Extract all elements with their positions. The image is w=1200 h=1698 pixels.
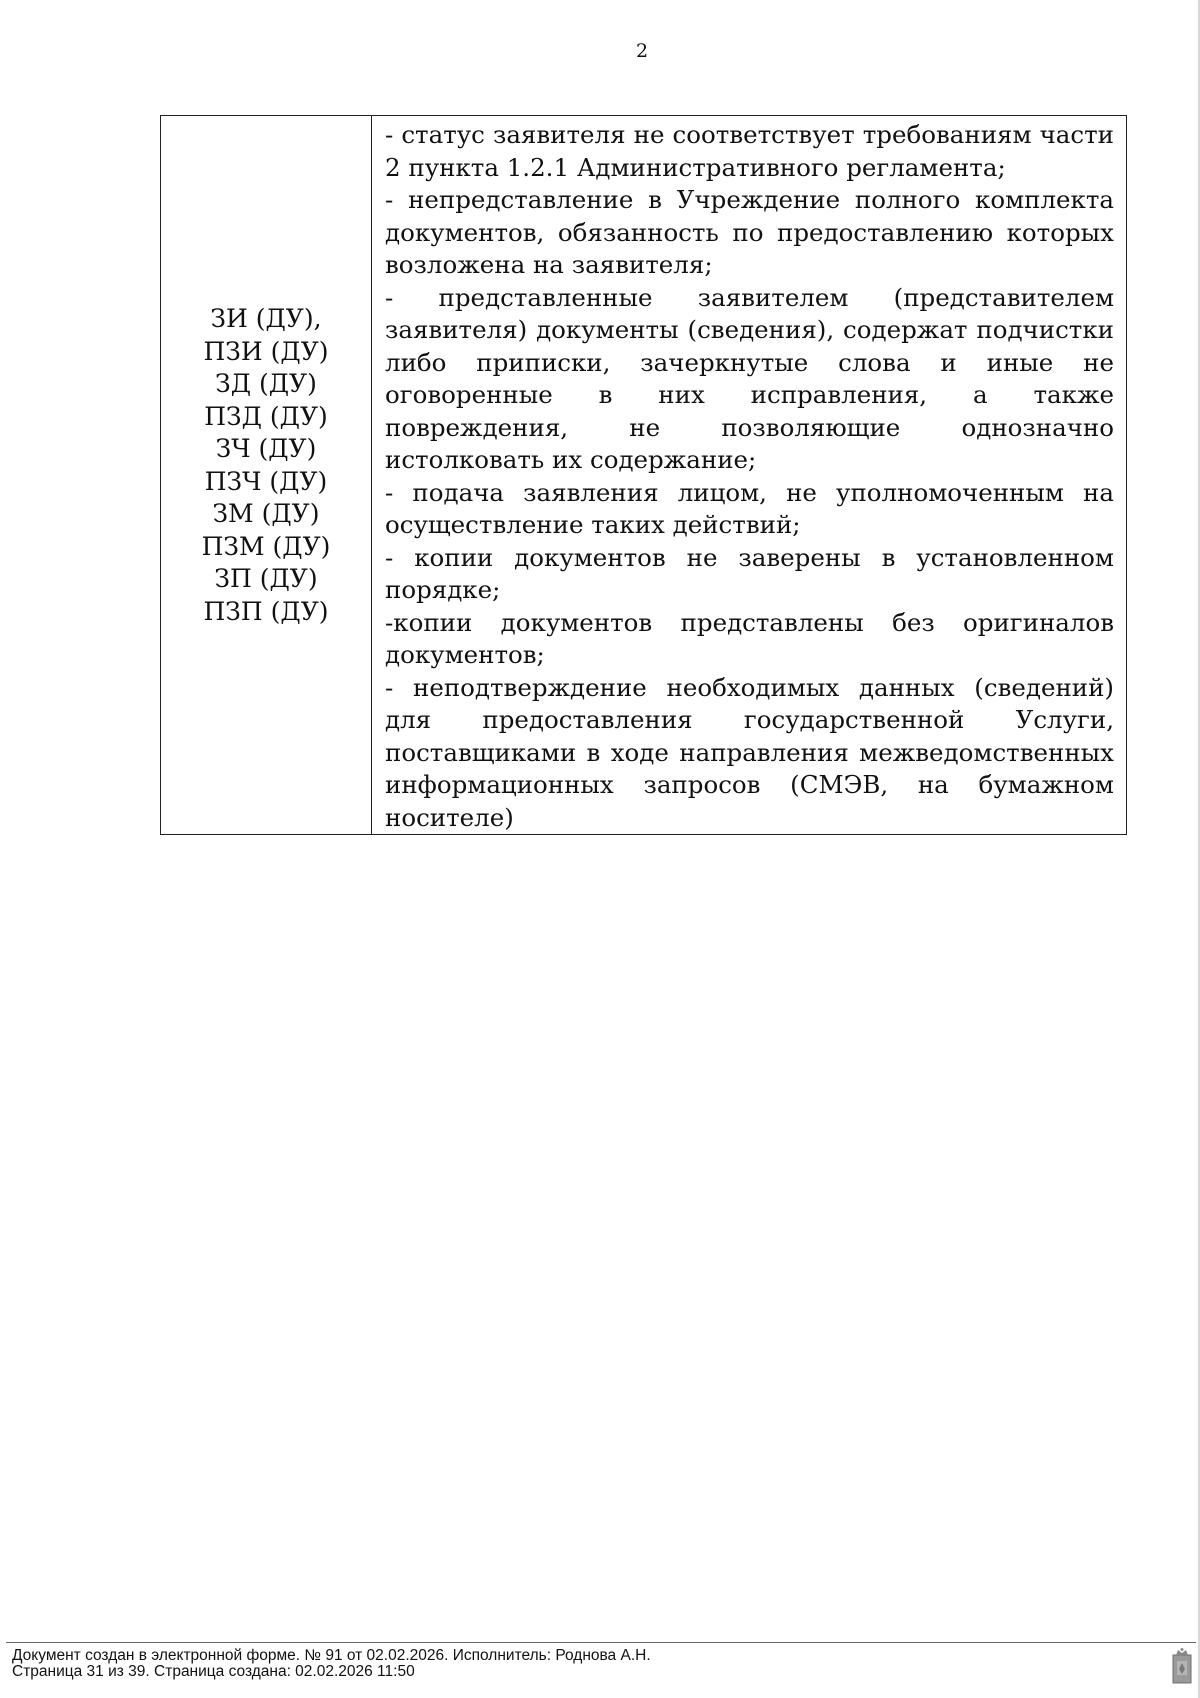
refusal-reason: - подача заявления лицом, не уполномоченным на осуществление таких действий; <box>385 477 1114 539</box>
refusal-reason: - непредставление в Учреждение полного комплекта документов, обязанность по предоставлению которых возложена на заявителя; <box>385 185 1114 279</box>
refusal-reason: - статус заявителя не соответствует требованиям части 2 пункта 1.2.1 Административного регламента; <box>385 120 1114 182</box>
footer-line-document-info: Документ создан в электронной форме. № 91 от 02.02.2026. Исполнитель: Роднова А.Н. <box>12 1647 651 1664</box>
document-footer <box>12 1648 651 1680</box>
refusal-reason: - копии документов не заверены в установленном порядке; <box>385 542 1114 604</box>
service-code: ПЗД (ДУ) <box>204 401 328 431</box>
service-codes-cell <box>161 116 372 835</box>
service-code: ЗД (ДУ) <box>215 369 317 398</box>
service-code: ЗМ (ДУ) <box>212 499 320 528</box>
service-code: ПЗП (ДУ) <box>203 596 329 626</box>
service-code: ЗЧ (ДУ) <box>215 434 317 463</box>
refusal-reason: -копии документов представлены без оригиналов документов; <box>385 607 1114 669</box>
service-code: ЗП (ДУ) <box>214 564 318 593</box>
refusal-reasons-cell <box>372 116 1127 835</box>
service-code: ЗИ (ДУ), <box>210 304 322 333</box>
service-code: ПЗИ (ДУ) <box>203 336 329 366</box>
service-code: ПЗЧ (ДУ) <box>204 466 328 496</box>
service-code: ПЗМ (ДУ) <box>201 531 331 561</box>
page-number: 2 <box>635 40 649 62</box>
footer-divider <box>6 1642 1196 1643</box>
refusal-reasons-table <box>160 115 1127 835</box>
footer-line-page-info: Страница 31 из 39. Страница создана: 02.02.2026 11:50 <box>12 1663 415 1680</box>
table-row <box>161 116 1127 835</box>
refusal-reason: - представленные заявителем (представителем заявителя) документы (сведения), содержат подчистки либо приписки, зачеркнутые слова и иные не оговоренные в них исправления, а также повреждения, не позволяющие однозначно истолковать их содержание; <box>385 282 1114 474</box>
refusal-reason: - неподтверждение необходимых данных (сведений) для предоставления государственной Услуги, поставщиками в ходе направления межведомственных информационных запросов (СМЭВ, на бумажном носителе) <box>385 672 1114 832</box>
coat-of-arms-icon <box>1170 1647 1194 1685</box>
